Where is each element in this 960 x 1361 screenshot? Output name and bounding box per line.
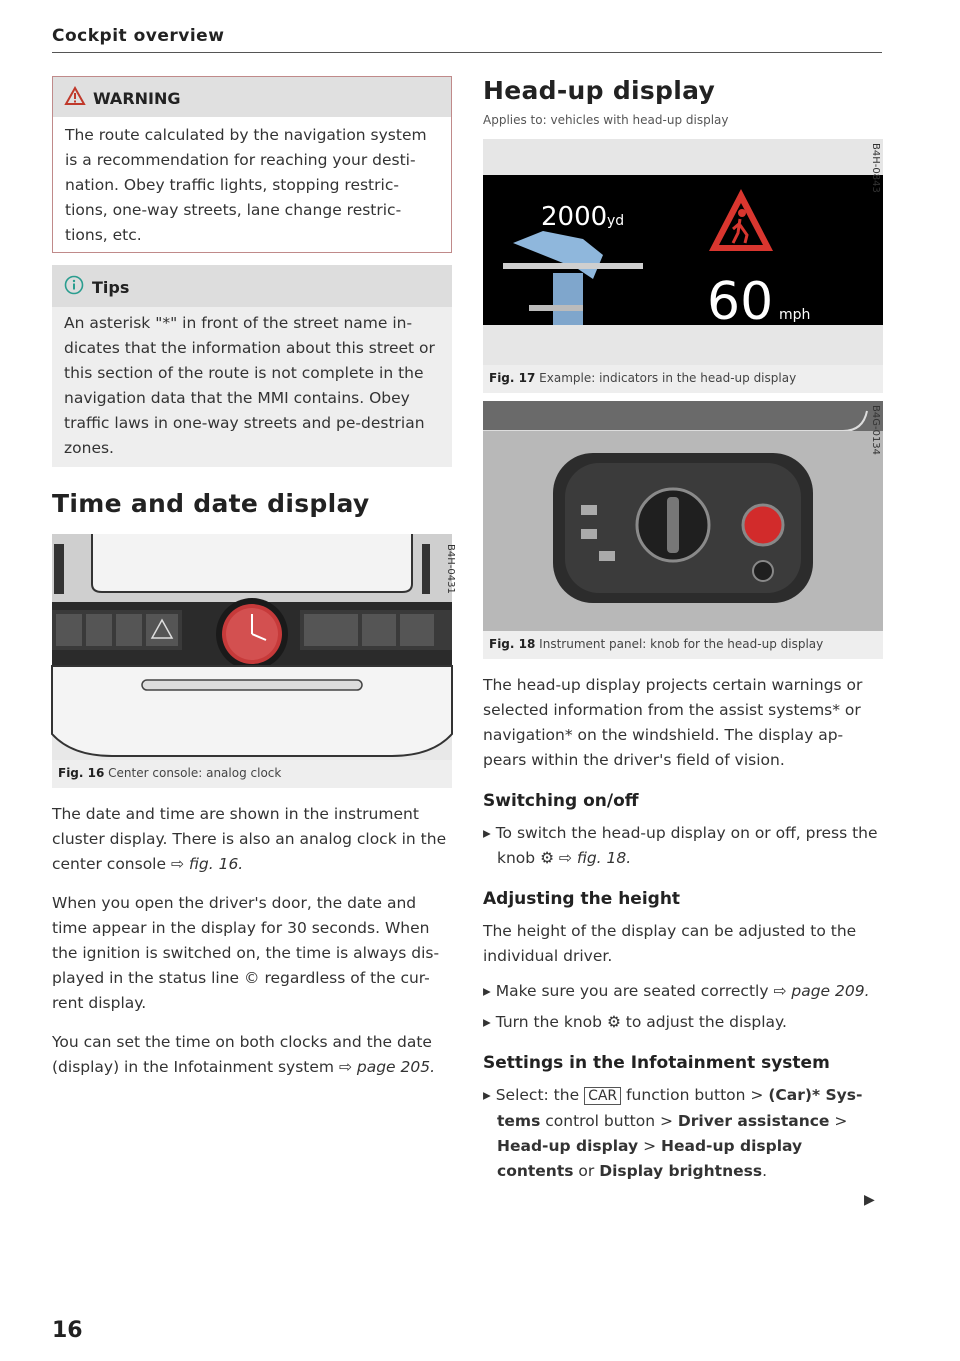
time-paragraph-2: When you open the driver's door, the date and time appear in the display for 30 seconds. When the ignition is switched on, the time is always dis-played in the status line © regardless of the cur-rent display. bbox=[52, 894, 440, 1012]
fig18-caption-text: Instrument panel: knob for the head-up display bbox=[539, 637, 824, 651]
page-number: 16 bbox=[52, 1318, 83, 1343]
time-paragraph-1: The date and time are shown in the instrument cluster display. There is also an analog clock in the center console ⇨ fig. 16. bbox=[52, 805, 447, 873]
tips-label: Tips bbox=[92, 277, 130, 297]
fig18-number: Fig. 18 bbox=[489, 637, 536, 651]
warning-header bbox=[53, 77, 451, 117]
fig16-code: B4H-0431 bbox=[445, 544, 456, 594]
continue-arrow-icon: ▶ bbox=[864, 1192, 875, 1208]
fig16-caption-text: Center console: analog clock bbox=[108, 766, 282, 780]
fig17-number: Fig. 17 bbox=[489, 371, 536, 385]
tips-text: An asterisk "*" in front of the street name in-dicates that the information about this street or this section of the route is not complete in the navigation data that the MMI contains. Obey traffic laws in one-way streets and pe-destrian zones. bbox=[64, 314, 435, 457]
hud-speed-value: 60 bbox=[707, 272, 774, 332]
fig18-code: B4G-0134 bbox=[870, 405, 881, 456]
center-console-clock-image bbox=[52, 534, 456, 760]
time-paragraph-3: You can set the time on both clocks and the date (display) in the Infotainment system ⇨ page 205. bbox=[52, 1033, 436, 1076]
knob-icon: ⚙ bbox=[540, 849, 554, 867]
warning-triangle-icon bbox=[65, 87, 85, 109]
left-column bbox=[52, 76, 456, 1080]
car-key-badge: CAR bbox=[584, 1087, 621, 1105]
fig17-code: B4H-0843 bbox=[870, 143, 881, 193]
figure-18 bbox=[483, 401, 883, 659]
fig16-number: Fig. 16 bbox=[58, 766, 105, 780]
height-bullet-2: ▸ Turn the knob ⚙ to adjust the display. bbox=[483, 1013, 787, 1031]
fig18-reference-link[interactable]: ⇨ fig. 18. bbox=[558, 849, 632, 867]
figure-16-caption bbox=[52, 760, 452, 788]
height-bullet-1: ▸ Make sure you are seated correctly ⇨ page 209. bbox=[483, 982, 870, 1000]
fig17-caption-text: Example: indicators in the head-up display bbox=[539, 371, 797, 385]
fig16-reference-link[interactable]: ⇨ fig. 16. bbox=[170, 855, 244, 873]
hud-applies-to: Applies to: vehicles with head-up display bbox=[483, 113, 729, 127]
page205-reference-link[interactable]: ⇨ page 205. bbox=[338, 1058, 436, 1076]
height-heading: Adjusting the height bbox=[483, 889, 681, 909]
figure-17-caption bbox=[483, 365, 883, 393]
knob-icon-2: ⚙ bbox=[606, 1013, 621, 1031]
hud-knob-image bbox=[483, 401, 883, 631]
page-header-title: Cockpit overview bbox=[52, 26, 225, 46]
status-line-marker: © bbox=[244, 969, 260, 987]
figure-17 bbox=[483, 139, 883, 393]
page209-reference-link[interactable]: ⇨ page 209. bbox=[773, 982, 870, 1000]
figure-18-caption bbox=[483, 631, 883, 659]
warning-text: The route calculated by the navigation system is a recommendation for reaching your desti-nation. Obey traffic lights, stopping restric-tions, one-way streets, lane change restric-tions, etc. bbox=[65, 126, 427, 244]
hud-heading: Head-up display bbox=[483, 76, 716, 105]
header-divider bbox=[52, 52, 882, 53]
warning-box bbox=[52, 76, 452, 253]
tips-box bbox=[52, 265, 452, 467]
hud-speed-unit: mph bbox=[779, 307, 811, 323]
right-column bbox=[483, 76, 883, 1184]
hud-distance-value: 2000 bbox=[541, 202, 608, 232]
hud-distance-unit: yd bbox=[607, 213, 625, 229]
hud-indicators-image bbox=[483, 139, 883, 365]
settings-bullet: ▸ Select: the CAR function button > (Car)* Sys-tems control button > Driver assistance > Head-up display > Head-up display contents or Display brightness. bbox=[483, 1086, 863, 1180]
switch-heading: Switching on/off bbox=[483, 791, 639, 811]
switch-bullet: ▸ To switch the head-up display on or off, press the knob ⚙ ⇨ fig. 18. bbox=[483, 824, 878, 867]
time-date-heading: Time and date display bbox=[52, 489, 370, 518]
info-circle-icon bbox=[64, 275, 84, 299]
height-paragraph: The height of the display can be adjusted to the individual driver. bbox=[483, 922, 857, 965]
settings-heading: Settings in the Infotainment system bbox=[483, 1053, 830, 1073]
figure-16 bbox=[52, 534, 456, 788]
hud-intro-paragraph: The head-up display projects certain warnings or selected information from the assist systems* or navigation* on the windshield. The display ap-pears within the driver's field of vision. bbox=[483, 676, 863, 769]
warning-label: WARNING bbox=[93, 88, 181, 108]
tips-header bbox=[52, 265, 452, 307]
